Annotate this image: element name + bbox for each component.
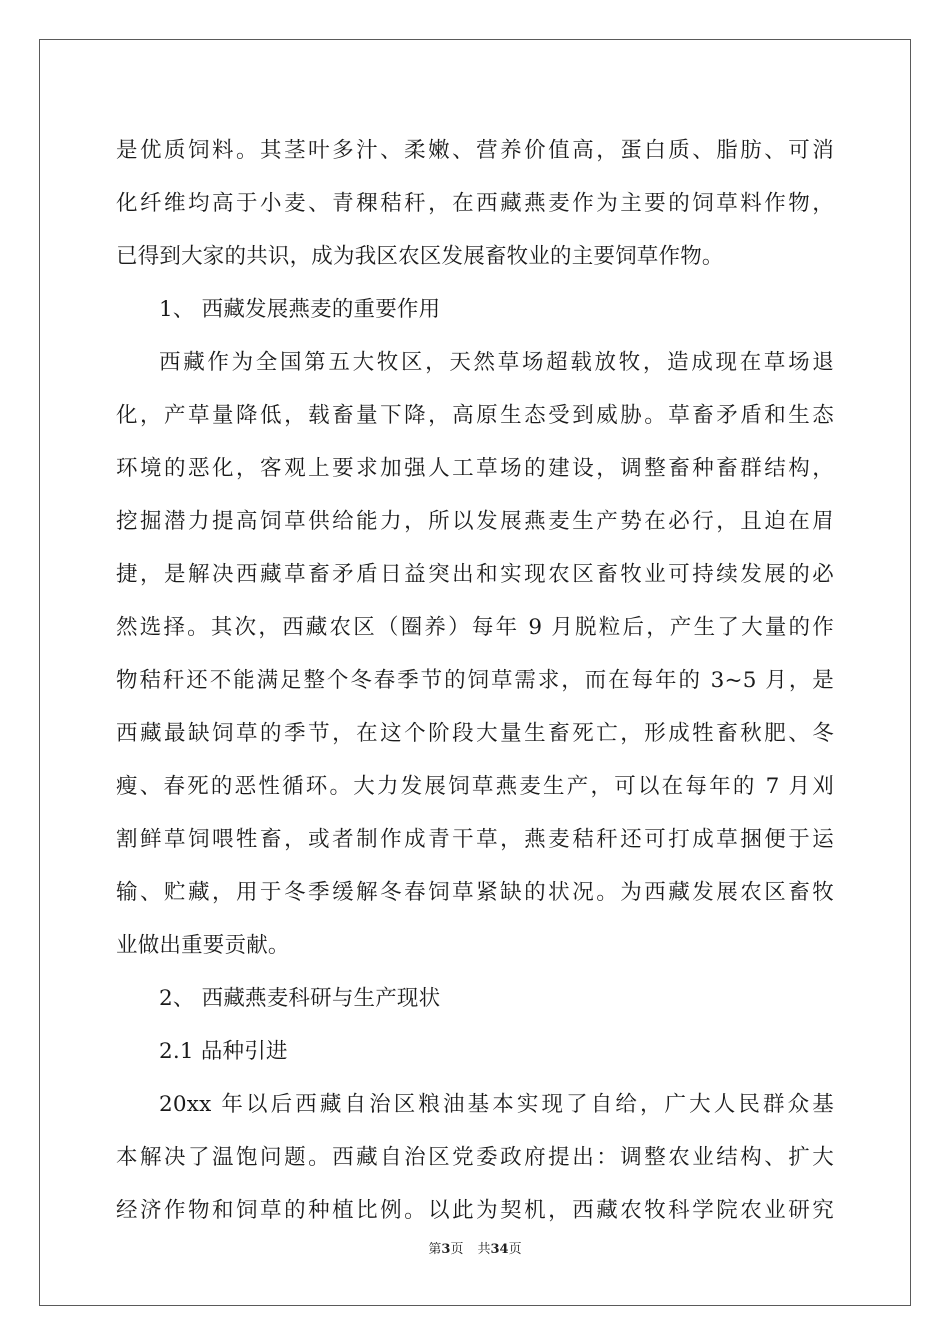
text-line: 本解决了温饱问题。西藏自治区党委政府提出：调整农业结构、扩大 xyxy=(116,1145,834,1170)
text-line: 输、贮藏，用于冬季缓解冬春饲草紧缺的状况。为西藏发展农区畜牧 xyxy=(116,880,834,905)
text-line: 环境的恶化，客观上要求加强人工草场的建设，调整畜种畜群结构， xyxy=(116,456,834,481)
footer-total-suffix: 页 xyxy=(508,1242,522,1257)
text-line: 化纤维均高于小麦、青稞秸秆，在西藏燕麦作为主要的饲草料作物， xyxy=(116,191,834,216)
text-line: 挖掘潜力提高饲草供给能力，所以发展燕麦生产势在必行，且迫在眉 xyxy=(116,509,834,534)
footer-total-prefix: 共 xyxy=(477,1242,491,1257)
section-heading: 1、 西藏发展燕麦的重要作用 xyxy=(159,297,441,322)
total-pages: 34 xyxy=(490,1242,509,1257)
page-number: 3 xyxy=(441,1242,451,1257)
text-line: 物秸秆还不能满足整个冬春季节的饲草需求，而在每年的 3~5 月，是 xyxy=(116,668,834,693)
page-footer xyxy=(0,1238,950,1257)
text-line: 是优质饲料。其茎叶多汁、柔嫩、营养价值高，蛋白质、脂肪、可消 xyxy=(116,138,834,163)
subsection-heading: 2.1 品种引进 xyxy=(159,1039,288,1064)
text-line: 西藏最缺饲草的季节，在这个阶段大量生畜死亡，形成牲畜秋肥、冬 xyxy=(116,721,834,746)
text-line: 已得到大家的共识，成为我区农区发展畜牧业的主要饲草作物。 xyxy=(116,244,724,269)
text-line: 捷，是解决西藏草畜矛盾日益突出和实现农区畜牧业可持续发展的必 xyxy=(116,562,834,587)
footer-prefix: 第 xyxy=(428,1242,442,1257)
section-heading: 2、 西藏燕麦科研与生产现状 xyxy=(159,986,441,1011)
text-line: 割鲜草饲喂牲畜，或者制作成青干草，燕麦秸秆还可打成草捆便于运 xyxy=(116,827,834,852)
text-line: 业做出重要贡献。 xyxy=(116,933,290,958)
footer-page-suffix: 页 xyxy=(450,1242,464,1257)
text-line: 西藏作为全国第五大牧区，天然草场超载放牧，造成现在草场退 xyxy=(159,350,834,375)
document-body xyxy=(116,124,834,1237)
text-line: 经济作物和饲草的种植比例。以此为契机，西藏农牧科学院农业研究 xyxy=(116,1198,834,1223)
text-line: 然选择。其次，西藏农区（圈养）每年 9 月脱粒后，产生了大量的作 xyxy=(116,615,834,640)
text-line: 瘦、春死的恶性循环。大力发展饲草燕麦生产，可以在每年的 7 月刈 xyxy=(116,774,834,799)
text-line: 化，产草量降低，载畜量下降，高原生态受到威胁。草畜矛盾和生态 xyxy=(116,403,834,428)
text-line: 20xx 年以后西藏自治区粮油基本实现了自给，广大人民群众基 xyxy=(159,1092,834,1117)
